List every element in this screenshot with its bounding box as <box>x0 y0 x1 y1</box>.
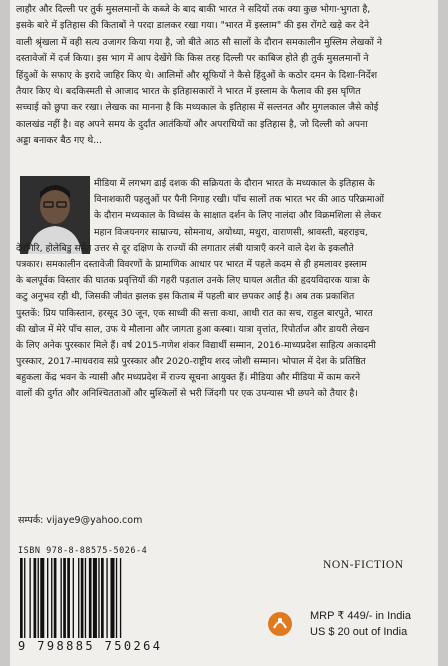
blurb-line: इसके बारे में इतिहास की किताबों ने परदा डालकर रखा गया। "भारत में इस्लाम" की इस रोंगटे खड़े कर देने <box>16 20 369 32</box>
bio-line: मीडिया में लगभग ढाई दशक की सक्रियता के दौरान भारत के मध्यकाल के इतिहास के <box>94 178 375 189</box>
bio-line: के दौरान मध्यकाल के विध्वंस के साक्षात दर्शन के लिए नालंदा और विक्रमशिला से लेकर <box>94 210 382 222</box>
barcode-bar <box>24 558 25 638</box>
price-india: MRP ₹ 449/- in India <box>310 610 411 622</box>
bio-line: पुरस्कार, 2017-माधवराव सप्रे पुरस्कार और 2020-राष्ट्रीय शरद जोशी सम्मान। भोपाल में देश के प्रतिष्ठित <box>16 356 366 368</box>
genre-label: NON-FICTION <box>323 559 404 571</box>
barcode-bar <box>106 558 107 638</box>
barcode-bar <box>93 558 97 638</box>
publisher-logo-icon <box>267 611 293 637</box>
barcode-bar <box>54 558 57 638</box>
barcode-bar <box>40 558 44 638</box>
blurb-line: हिंदुओं के सफाए के इरादे जाहिर किए थे। आलिमों और सूफियों ने कैसे हिंदुओं के कठोर दमन के दिशा-निर्देश <box>16 69 378 81</box>
bio-line: पत्रकार। समकालीन दस्तावेजी विवरणों के प्रामाणिक आधार पर भारत में पहले कदम से ही हमलावर इस्लाम <box>16 258 367 270</box>
blurb-line: सच्चाई को छुपा कर रखा। लेखक का मानना है कि मध्यकाल के इतिहास में सल्तनत और मुगलकाल जैसे कोई <box>16 102 379 114</box>
barcode-bar <box>67 558 70 638</box>
blurb-line: तैयार किए थे। बदकिस्मती से आजाद भारत के इतिहासकारों ने भारत में इस्लाम के फैलाव की इस घृणित <box>16 86 361 98</box>
author-bio <box>16 176 436 403</box>
barcode-bar <box>38 558 39 638</box>
isbn-barcode <box>18 546 168 658</box>
barcode-bar <box>120 558 121 638</box>
bio-line: महान विजयनगर साम्राज्य, सोमनाथ, अयोध्या, मथुरा, वाराणसी, श्रावस्ती, बहराइच, <box>94 226 368 238</box>
bio-line: देवगिरि, होलेबिडु समेत उत्तर से दूर दक्षिण के राज्यों की लगातार लंबी यात्राएँ करने वाले देश के इकलौते <box>16 242 354 254</box>
blurb-line: कालखंड नहीं है। वह अपने समय के दुर्दांत आतंकियों और अपराधियों का इतिहास है, जो दिल्ली को अपना <box>16 118 368 130</box>
price-abroad: US $ 20 out of India <box>310 626 408 638</box>
barcode-bar <box>81 558 84 638</box>
barcode-bar <box>51 558 52 638</box>
author-contact: सम्पर्क: vijaye9@yahoo.com <box>18 515 143 526</box>
blurb-line: अड्डा बनाकर बैठ गए थे... <box>16 135 103 147</box>
isbn-number: ISBN 978-8-88575-5026-4 <box>18 546 148 556</box>
bio-line: विनाशकारी पहलुओं पर पैनी निगाह रखी। पाँच सालों तक भारत भर की आठ परिक्रमाओं <box>94 194 384 206</box>
barcode-bar <box>29 558 30 638</box>
barcode-bar <box>98 558 99 638</box>
price-block <box>310 608 411 640</box>
blurb-line: लाहौर और दिल्ली पर तुर्क मुसलमानों के कब्जे के बाद बाकी भारत ने सदियों तक क्या कुछ भोगा-भुगता है, <box>16 4 371 15</box>
bio-line: के बलपूर्वक विस्तार की घातक प्रवृत्तियों की गहरी पड़ताल उनके लिए घायल अतीत की हृदयविदारक यात्रा के <box>16 275 370 287</box>
barcode-bar <box>110 558 114 638</box>
blurb-line: वाली श्रृंखला में वही सत्य उजागर किया गया है, जो बीते आठ सौ सालों के दौरान समकालीन मुस्लिम लेखकों ने <box>16 36 382 48</box>
barcode-bar <box>61 558 62 638</box>
barcode-bar <box>85 558 86 638</box>
barcode-digits: 9 798885 750264 <box>18 639 163 653</box>
barcode-bar <box>20 558 23 638</box>
barcode-bar <box>116 558 117 638</box>
bio-line: बहुकला केंद्र भवन के न्यासी और मध्यप्रदेश में राज्य सूचना आयुक्त हैं। मीडिया और मीडिया में काम करने <box>16 372 361 384</box>
barcode-bar <box>101 558 104 638</box>
barcode-graphic <box>18 558 166 638</box>
barcode-bar <box>34 558 37 638</box>
barcode-bar <box>89 558 92 638</box>
barcode-bar <box>73 558 74 638</box>
barcode-bar <box>63 558 66 638</box>
barcode-bar <box>78 558 79 638</box>
bio-line: कटु अनुभव रही थी, जिसकी जीवंत झलक इस किताब में पहली बार छपकर आई है। अब तक प्रकाशित <box>16 291 355 303</box>
bio-line: वालों की दुर्गत और अनिश्चितताओं और मुश्किलों से भरी जिंदगी पर एक उपन्यास भी छपने को तैयार है। <box>16 388 358 400</box>
barcode-bar <box>47 558 48 638</box>
blurb-line: दस्तावेजों में दर्ज किया। इस भाग में आप देखेंगे कि किस तरह दिल्ली पर काबिज होते ही तुर्क मुसलमानों ने <box>16 53 369 65</box>
book-back-cover <box>10 0 438 666</box>
bio-line: पुस्तकें: प्रिय पाकिस्तान, हरसूद 30 जून, एक साध्वी की सत्ता कथा, आधी रात का सच, राहुल बारपुते, भारत <box>16 307 373 319</box>
bio-line: की खोज में मेरे पाँच साल, उफ ये मौलाना और जागता हुआ कस्बा। यात्रा वृत्तांत, रिपोर्ताज और डायरी लेखन <box>16 323 370 335</box>
bio-line: के लिए अनेक पुरस्कार मिले हैं। वर्ष 2015-गणेश शंकर विद्यार्थी सम्मान, 2016-माध्यप्रदेश साहित्य अकादमी <box>16 339 376 351</box>
book-blurb <box>16 2 436 150</box>
